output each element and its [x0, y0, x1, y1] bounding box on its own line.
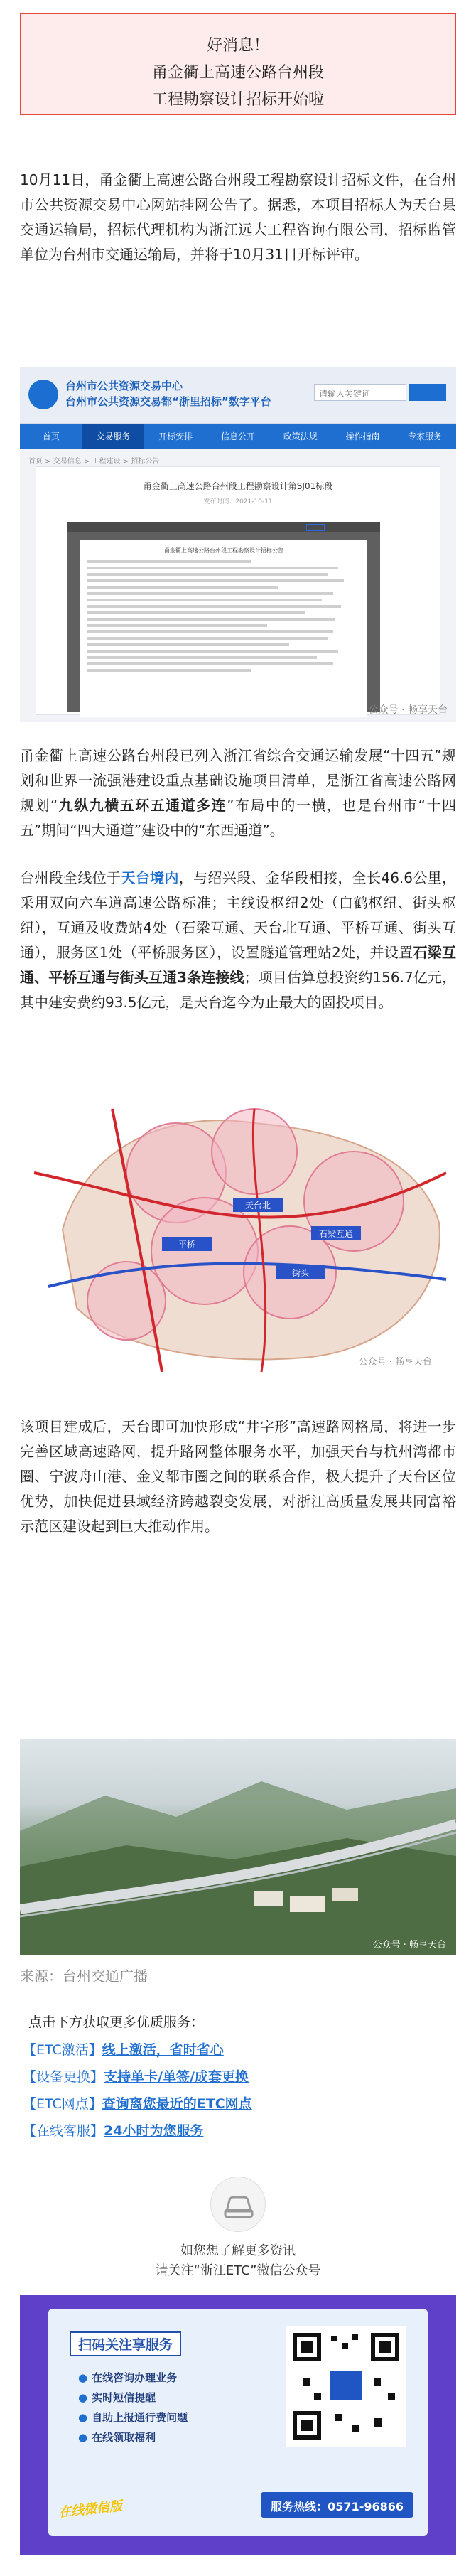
source-caption: 来源：台州交通广播	[20, 1968, 148, 1985]
map-label: 石梁互通	[318, 1229, 354, 1239]
website-screenshot	[20, 367, 456, 722]
announcement-card	[36, 466, 440, 715]
follow-banner	[20, 2295, 456, 2555]
site-nav-item[interactable]: 开标安排	[158, 431, 193, 441]
pdf-page	[80, 540, 367, 717]
route-text-1: 台州段全线位于	[20, 869, 121, 886]
announcement-title: 甬金衢上高速公路台州段工程勘察设计第SJ01标段	[143, 481, 333, 491]
follow-line-2: 请关注“浙江ETC”微信公众号	[155, 2263, 321, 2278]
site-nav-item[interactable]: 操作指南	[345, 431, 380, 441]
banner-hotline: 服务热线：0571-96866	[261, 2492, 413, 2518]
service-item	[23, 2040, 224, 2060]
banner-item: ● 自助上报通行费问题	[78, 2410, 188, 2425]
site-nav-item[interactable]: 政策法规	[283, 431, 318, 441]
car-icon	[210, 2177, 266, 2232]
service-link-etc-activate[interactable]: 线上激活，省时省心	[102, 2042, 224, 2058]
qr-code[interactable]	[286, 2326, 406, 2447]
headline-box	[20, 13, 456, 115]
route-highlight: 天台境内	[121, 869, 179, 886]
announcement-meta: 发布时间：2021-10-11	[203, 498, 273, 505]
site-nav	[20, 424, 456, 449]
highway-photo	[20, 1739, 456, 1955]
service-tag: 【设备更换】	[23, 2069, 104, 2085]
service-tag: 【ETC激活】	[23, 2042, 102, 2058]
intro-paragraph: 10月11日，甬金衢上高速公路台州段工程勘察设计招标文件，在台州市公共资源交易中心网站挂网公告了。据悉，本项目招标人为天台县交通运输局，招标代理机构为浙江远大工程咨询有限公司，招标监管单位为台州市交通运输局，并将于10月31日开标评审。	[20, 171, 456, 263]
site-breadcrumb: 首页 > 交易信息 > 工程建设 > 招标公告	[28, 458, 160, 466]
pdf-viewer	[67, 532, 380, 712]
plan-paragraph	[20, 744, 456, 843]
site-nav-item[interactable]: 专家服务	[408, 431, 443, 441]
plan-text-1: 甬金衢上高速公路台州段已列入浙江省综合交通运输发展“十四五”规划和世界一流强港建设重点基础设施项目清单，是浙江省高速公路网规划“	[20, 747, 456, 814]
highway-photo-svg	[20, 1739, 456, 1955]
route-bold: 石梁互通、平桥互通与街头互通3条连接线	[20, 944, 457, 986]
headline-line-3: 工程勘察设计招标开始啦	[151, 91, 324, 109]
watermark: 公众号 · 畅享天台	[372, 1940, 446, 1950]
headline-line-1: 好消息！	[206, 37, 269, 55]
watermark: 公众号 · 畅享天台	[358, 1357, 432, 1368]
service-item	[23, 2094, 252, 2114]
plan-bold: 九纵九横五环五通道多连	[58, 797, 227, 814]
site-nav-item-active[interactable]: 交易服务	[82, 424, 145, 449]
site-name: 台州市公共资源交易中心	[65, 380, 183, 392]
route-map-svg	[20, 1066, 456, 1379]
impact-paragraph: 该项目建成后，天台即可加快形成“井字形”高速路网格局，将进一步完善区域高速路网，提升路网整体服务水平，加强天台与杭州湾都市圈、宁波舟山港、金义都市圈之间的联系合作，极大提升了天台区位优势，加快促进县域经济跨越裂变发展，对浙江高质量发展共同富裕示范区建设起到巨大推动作用。	[20, 1418, 456, 1535]
site-subtitle: 台州市公共资源交易都“浙里招标”数字平台	[65, 395, 271, 408]
highlight-box	[306, 524, 325, 531]
service-tag: 【在线客服】	[23, 2123, 104, 2139]
watermark: 公众号 · 畅享天台	[368, 704, 448, 716]
route-text-3: ；项目估算总投资约156.7亿元，其中建安费约93.5亿元，是天台迄今为止最大的固投项目。	[20, 969, 456, 1011]
service-item	[23, 2121, 203, 2141]
site-search-button[interactable]	[409, 384, 446, 401]
pdf-heading: 甬金衢上高速公路台州段工程勘察设计招标公告	[164, 547, 283, 554]
services-title: 点击下方获取更多优质服务：	[28, 2014, 205, 2030]
service-link-etc-outlets[interactable]: 查询离您最近的ETC网点	[102, 2096, 252, 2112]
banner-item: ● 实时短信提醒	[78, 2390, 156, 2405]
pdf-toolbar	[67, 522, 380, 532]
service-link-online-support[interactable]: 24小时为您服务	[104, 2123, 204, 2139]
banner-scan-title: 扫码关注享服务	[70, 2331, 181, 2356]
map-label: 天台北	[244, 1201, 271, 1211]
site-nav-item[interactable]: 首页	[42, 431, 60, 441]
route-text-2: ，与绍兴段、金华段相接，全长46.6公里，采用双向六车道高速公路标准；主线设枢纽2处（白鹤枢纽、街头枢纽），互通及收费站4处（石梁互通、天台北互通、平桥互通、街头互通），服务区1处（平桥服务区），设置隧道管理站2处，并设置	[20, 869, 457, 961]
website-topbar	[20, 367, 456, 424]
site-nav-item[interactable]: 信息公开	[221, 431, 256, 441]
site-logo-icon	[28, 380, 58, 409]
service-item	[23, 2067, 249, 2087]
map-label: 街头	[291, 1268, 310, 1278]
site-search-input[interactable]: 请输入关键词	[314, 384, 406, 401]
plan-text-2: ”布局中的一横，也是台州市“十四五”期间“四大通道”建设中的“东西通道”。	[20, 797, 456, 839]
banner-slogan: 在线微信版	[58, 2499, 124, 2521]
service-tag: 【ETC网点】	[23, 2096, 102, 2112]
banner-panel	[48, 2309, 428, 2536]
headline-line-2: 甬金衢上高速公路台州段	[151, 64, 324, 82]
banner-item: ● 在线领取福利	[78, 2430, 156, 2444]
route-paragraph	[20, 866, 456, 1015]
service-link-device-replace[interactable]: 支持单卡/单签/成套更换	[104, 2069, 249, 2085]
follow-line-1: 如您想了解更多资讯	[180, 2243, 296, 2258]
route-map	[20, 1066, 456, 1379]
banner-item: ● 在线咨询办理业务	[78, 2370, 177, 2385]
map-label: 平桥	[178, 1240, 196, 1250]
